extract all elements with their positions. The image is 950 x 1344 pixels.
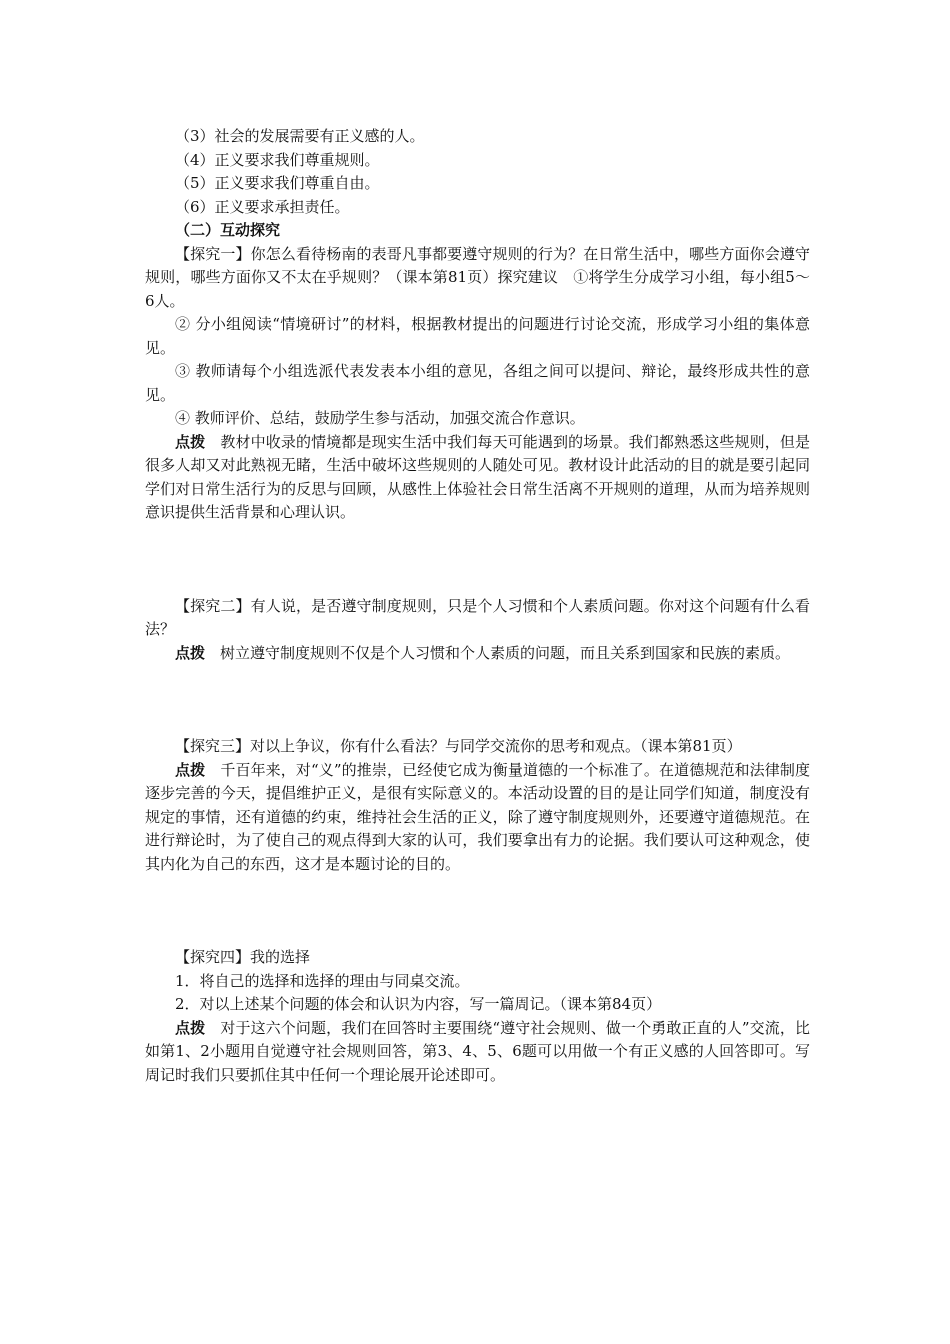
inquiry4-text: 我的选择	[250, 948, 311, 966]
inquiry4-tip-label: 点拨	[175, 1018, 206, 1037]
inquiry3-paragraph	[145, 735, 810, 759]
inquiry2-tip-text: 树立遵守制度规则不仅是个人习惯和个人素质的问题，而且关系到国家和民族的素质。	[205, 643, 791, 662]
blank-space	[145, 525, 810, 595]
list-item-6: （6）正义要求承担责任。	[175, 197, 350, 216]
inquiry2-paragraph	[145, 595, 810, 642]
inquiry1-tip	[145, 431, 810, 525]
inquiry1-text: 你怎么看待杨南的表哥凡事都要遵守规则的行为？在日常生活中，哪些方面你会遵守规则，哪些方面你又不太在乎规则？（课本第81页）探究建议 ①将学生分成学习小组，每小组5～6人。	[145, 244, 810, 310]
list-item-3: （3）社会的发展需要有正义感的人。	[175, 127, 425, 145]
inquiry3-tip-label: 点拨	[175, 760, 206, 779]
inquiry1-step-4: ④ 教师评价、总结，鼓励学生参与活动，加强交流合作意识。	[175, 409, 585, 427]
list-item-4: （4）正义要求我们尊重规则。	[175, 150, 380, 169]
inquiry2-label: 【探究二】	[175, 596, 251, 615]
inquiry4-item-2: 2．对以上述某个问题的体会和认识为内容，写一篇周记。（课本第84页）	[175, 995, 662, 1013]
inquiry1-step-2: ② 分小组阅读“情境研讨”的材料，根据教材提出的问题进行讨论交流，形成学习小组的集体意见。	[145, 315, 810, 357]
inquiry3-text: 对以上争议，你有什么看法？与同学交流你的思考和观点。（课本第81页）	[250, 737, 742, 755]
section-title: （二）互动探究	[175, 221, 281, 239]
inquiry2-tip-label: 点拨	[175, 643, 206, 662]
inquiry4-label: 【探究四】	[175, 948, 251, 966]
inquiry3-tip-text: 千百年来，对“义”的推崇，已经使它成为衡量道德的一个标准了。在道德规范和法律制度逐步完善的今天，提倡维护正义，是很有实际意义的。本活动设置的目的是让同学们知道，制度没有规定的事情，还有道德的约束，维持社会生活的正义，除了遵守制度规则外，还要遵守道德规范。在进行辩论时，为了使自己的观点得到大家的认可，我们要拿出有力的论据。我们要认可这种观念，使其内化为自己的东西，这才是本题讨论的目的。	[145, 760, 810, 873]
inquiry1-tip-label: 点拨	[175, 432, 206, 451]
list-item-5: （5）正义要求我们尊重自由。	[175, 174, 380, 192]
inquiry3-label: 【探究三】	[175, 737, 251, 755]
inquiry1-step-3: ③ 教师请每个小组选派代表发表本小组的意见，各组之间可以提问、辩论，最终形成共性的意见。	[145, 362, 810, 404]
document-body	[145, 125, 810, 1087]
blank-space	[145, 665, 810, 735]
inquiry2-text: 有人说，是否遵守制度规则，只是个人习惯和个人素质问题。你对这个问题有什么看法？	[145, 596, 810, 638]
inquiry2-tip	[145, 642, 810, 666]
inquiry4-tip	[145, 1017, 810, 1088]
inquiry3-tip	[145, 759, 810, 877]
inquiry1-paragraph	[145, 243, 810, 314]
inquiry4-tip-text: 对于这六个问题，我们在回答时主要围绕“遵守社会规则、做一个勇敢正直的人”交流，比如第1、2小题用自觉遵守社会规则回答，第3、4、5、6题可以用做一个有正义感的人回答即可。写周记时我们只要抓住其中任何一个理论展开论述即可。	[145, 1018, 810, 1084]
inquiry4-paragraph	[145, 946, 810, 970]
inquiry1-label: 【探究一】	[175, 244, 251, 263]
inquiry1-tip-text: 教材中收录的情境都是现实生活中我们每天可能遇到的场景。我们都熟悉这些规则，但是很多人却又对此熟视无睹，生活中破坏这些规则的人随处可见。教材设计此活动的目的就是要引起同学们对日常生活行为的反思与回顾，从感性上体验社会日常生活离不开规则的道理，从而为培养规则意识提供生活背景和心理认识。	[145, 432, 810, 521]
inquiry4-item-1: 1．将自己的选择和选择的理由与同桌交流。	[175, 971, 470, 990]
blank-space	[145, 876, 810, 946]
